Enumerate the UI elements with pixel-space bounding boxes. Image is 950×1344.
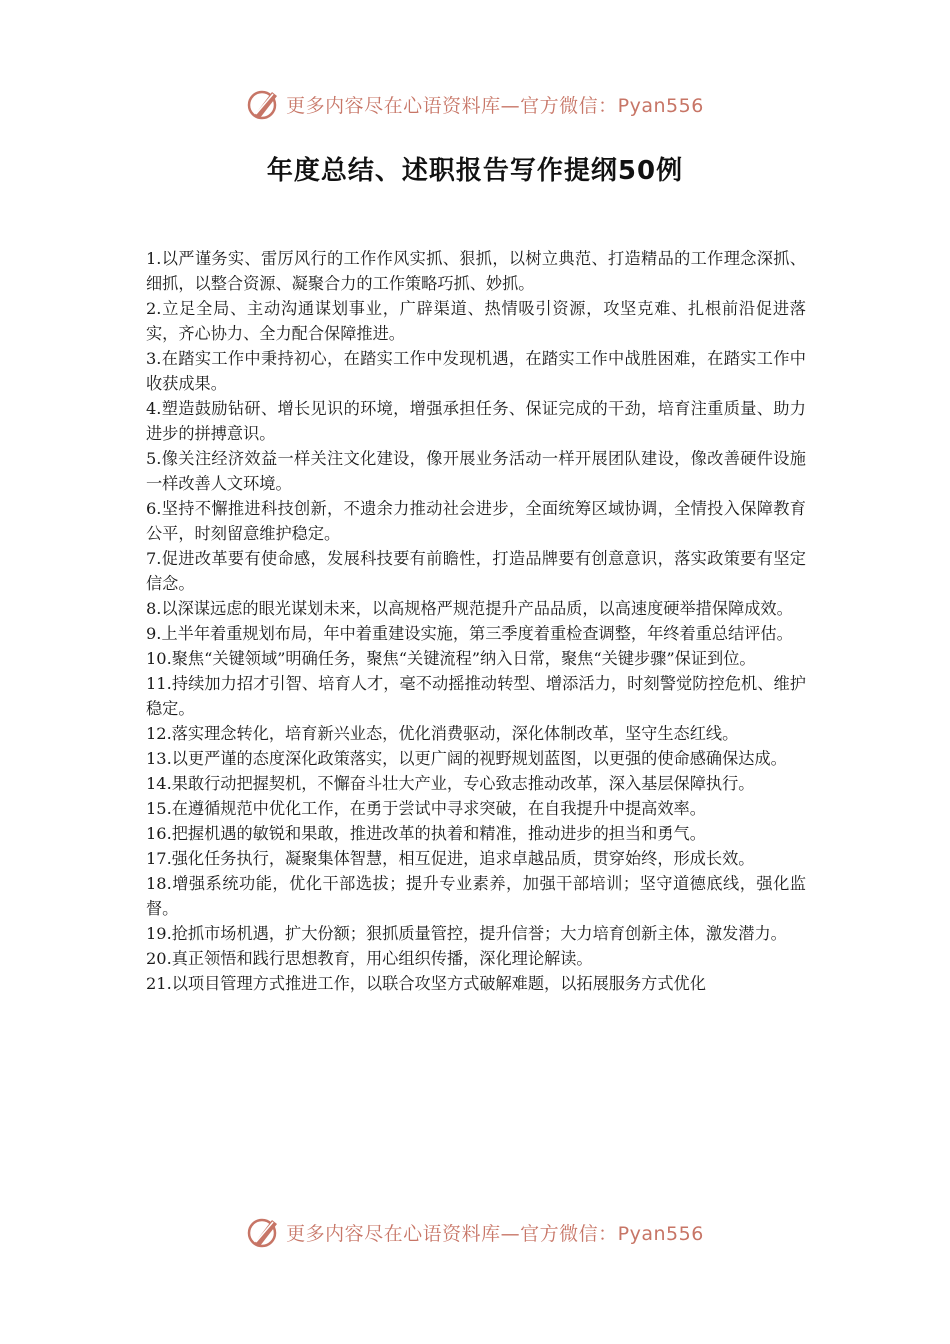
list-item: 11.持续加力招才引智、培育人才，毫不动摇推动转型、增添活力，时刻警觉防控危机、维护稳定。 [146, 674, 806, 718]
list-item: 20.真正领悟和践行思想教育，用心组织传播，深化理论解读。 [146, 949, 593, 968]
watermark-banner-bottom [0, 1212, 950, 1252]
list-item: 1.以严谨务实、雷厉风行的工作作风实抓、狠抓，以树立典范、打造精品的工作理念深抓、细抓，以整合资源、凝聚合力的工作策略巧抓、妙抓。 [146, 249, 806, 293]
list-item: 5.像关注经济效益一样关注文化建设，像开展业务活动一样开展团队建设，像改善硬件设施一样改善人文环境。 [146, 449, 806, 493]
list-item: 15.在遵循规范中优化工作，在勇于尝试中寻求突破，在自我提升中提高效率。 [146, 799, 706, 818]
watermark-text: 更多内容尽在心语资料库—官方微信：Pyan556 [286, 1222, 704, 1245]
list-item: 10.聚焦“关键领域”明确任务，聚焦“关键流程”纳入日常，聚焦“关键步骤”保证到位。 [146, 649, 756, 668]
list-item: 3.在踏实工作中秉持初心，在踏实工作中发现机遇，在踏实工作中战胜困难，在踏实工作中收获成果。 [146, 349, 806, 393]
list-item: 8.以深谋远虑的眼光谋划未来，以高规格严规范提升产品品质，以高速度硬举措保障成效。 [146, 599, 793, 618]
list-item: 4.塑造鼓励钻研、增长见识的环境，增强承担任务、保证完成的干劲，培育注重质量、助力进步的拼搏意识。 [146, 399, 806, 443]
list-item: 2.立足全局、主动沟通谋划事业，广辟渠道、热情吸引资源，攻坚克难、扎根前沿促进落实，齐心协力、全力配合保障推进。 [146, 299, 806, 343]
list-item: 14.果敢行动把握契机，不懈奋斗壮大产业，专心致志推动改革，深入基层保障执行。 [146, 774, 755, 793]
watermark-banner-top [0, 84, 950, 124]
list-item: 9.上半年着重规划布局，年中着重建设实施，第三季度着重检查调整，年终着重总结评估。 [146, 624, 793, 643]
list-item: 7.促进改革要有使命感，发展科技要有前瞻性，打造品牌要有创意意识，落实政策要有坚定信念。 [146, 549, 806, 593]
list-item: 13.以更严谨的态度深化政策落实，以更广阔的视野规划蓝图，以更强的使命感确保达成。 [146, 749, 787, 768]
pen-nib-logo-icon [246, 1214, 282, 1250]
outline-list [146, 246, 806, 996]
list-item: 12.落实理念转化，培育新兴业态，优化消费驱动，深化体制改革，坚守生态红线。 [146, 724, 739, 743]
document-title: 年度总结、述职报告写作提纲50例 [266, 156, 684, 186]
list-item: 6.坚持不懈推进科技创新，不遗余力推动社会进步，全面统筹区域协调，全情投入保障教育公平，时刻留意维护稳定。 [146, 499, 806, 543]
list-item: 16.把握机遇的敏锐和果敢，推进改革的执着和精准，推动进步的担当和勇气。 [146, 824, 706, 843]
list-item: 18.增强系统功能，优化干部选拔；提升专业素养，加强干部培训；坚守道德底线，强化监督。 [146, 874, 806, 918]
list-item: 17.强化任务执行，凝聚集体智慧，相互促进，追求卓越品质，贯穿始终，形成长效。 [146, 849, 755, 868]
watermark-text: 更多内容尽在心语资料库—官方微信：Pyan556 [286, 94, 704, 117]
list-item: 19.抢抓市场机遇，扩大份额；狠抓质量管控，提升信誉；大力培育创新主体，激发潜力。 [146, 924, 787, 943]
list-item: 21.以项目管理方式推进工作，以联合攻坚方式破解难题，以拓展服务方式优化 [146, 974, 706, 993]
pen-nib-logo-icon [246, 86, 282, 122]
